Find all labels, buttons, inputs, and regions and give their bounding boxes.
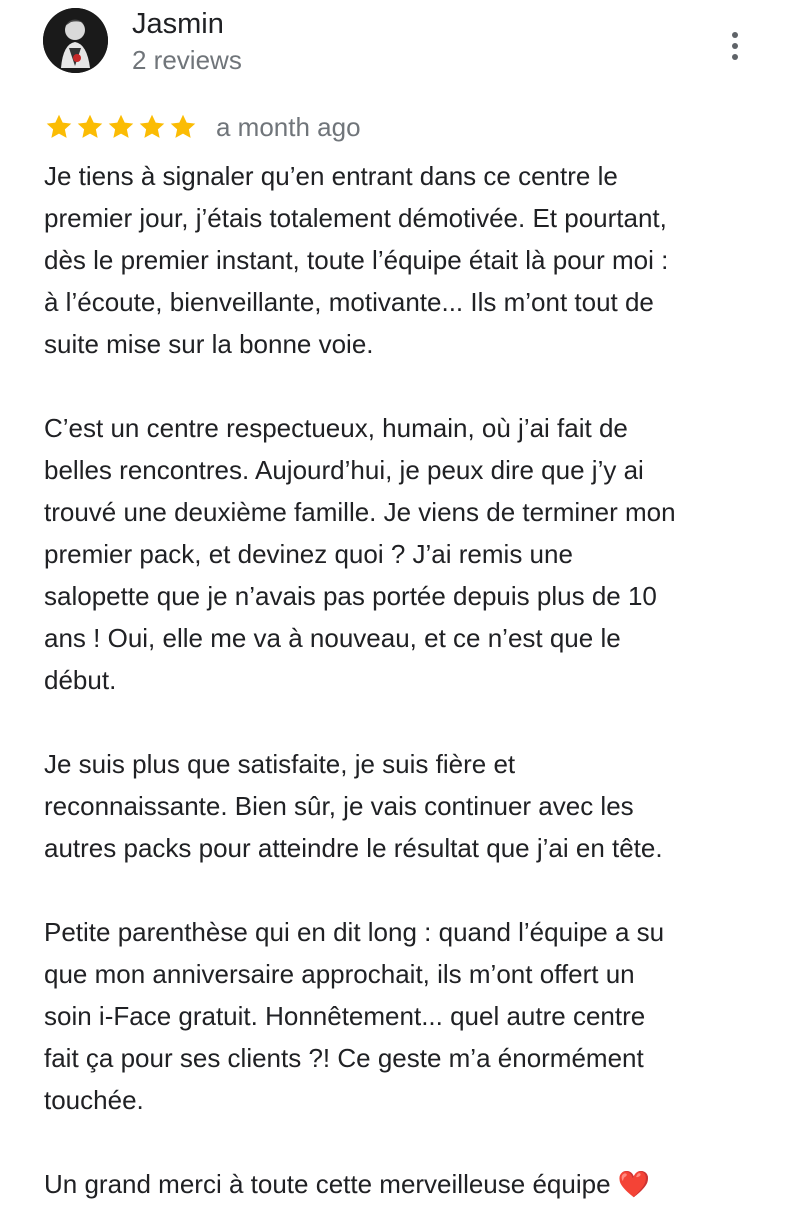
review-text <box>44 155 764 1205</box>
star-icon <box>137 112 167 142</box>
review-paragraph: Je suis plus que satisfaite, je suis fière et reconnaissante. Bien sûr, je vais continuer avec les autres packs pour atteindre le résultat que j’ai en tête. <box>44 749 663 863</box>
author-name[interactable]: Jasmin <box>132 8 224 40</box>
review-paragraph: Petite parenthèse qui en dit long : quand l’équipe a su que mon anniversaire approchait, ils m’ont offert un soin i-Face gratuit. Honnêtement... quel autre centre fait ça pour ses clients ?! Ce geste m’a énormément touchée. <box>44 917 665 1115</box>
star-icon <box>75 112 105 142</box>
review-paragraph: C’est un centre respectueux, humain, où j’ai fait de belles rencontres. Aujourd’hui, je peux dire que j’y ai trouvé une deuxième famille. Je viens de terminer mon premier pack, et devinez quoi ? J’ai remis une salopette que je n’avais pas portée depuis plus de 10 ans ! Oui, elle me va à nouveau, et ce n’est que le début. <box>44 413 676 695</box>
more-vert-icon-dot <box>732 32 738 38</box>
avatar-photo-icon <box>43 8 108 73</box>
review-timestamp: a month ago <box>216 112 361 142</box>
star-rating <box>44 112 198 142</box>
review-paragraph: Je tiens à signaler qu’en entrant dans ce centre le premier jour, j’étais totalement démotivée. Et pourtant, dès le premier instant, toute l’équipe était là pour moi : à l’écoute, bienveillante, motivante... Ils m’ont tout de suite mise sur la bonne voie. <box>44 161 669 359</box>
more-vert-icon-dot <box>732 43 738 49</box>
star-icon <box>168 112 198 142</box>
more-options-button[interactable] <box>716 26 752 66</box>
author-review-count[interactable]: 2 reviews <box>132 45 242 75</box>
review-closing-line <box>44 1163 764 1205</box>
star-icon <box>106 112 136 142</box>
more-vert-icon-dot <box>732 54 738 60</box>
author-avatar[interactable] <box>43 8 108 73</box>
red-heart-icon: ❤️ <box>617 1169 651 1199</box>
review-paragraph-text: Un grand merci à toute cette merveilleuse équipe <box>44 1169 611 1199</box>
star-icon <box>44 112 74 142</box>
